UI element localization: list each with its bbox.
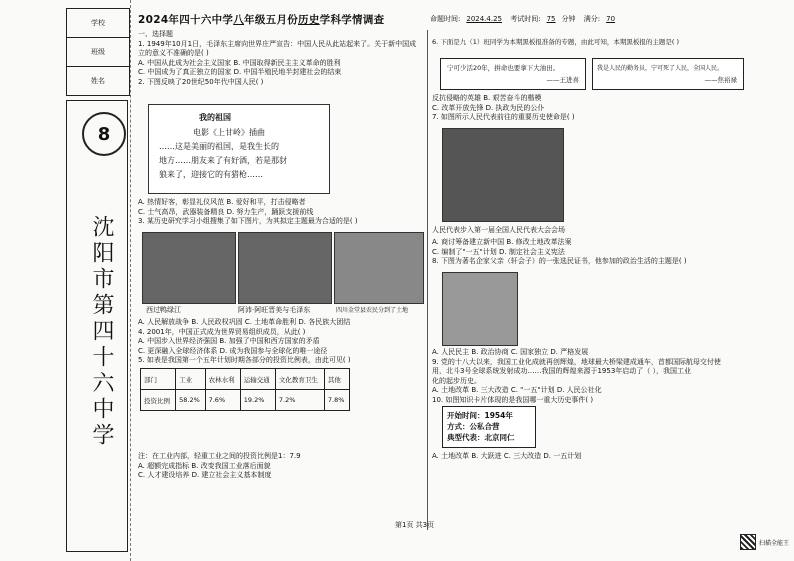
photo-npc-congress: [442, 128, 564, 222]
scanner-watermark: 扫描全能王: [740, 534, 789, 550]
investment-table: 部门 工业 农林水利 运输交通 文化教育卫生 其他 投资比例 58.2% 7.6% 19.2% 7.2% 7.8%: [140, 368, 350, 411]
info-name-label: 姓名: [91, 77, 105, 85]
q2-options: A. 热情好客，彰显礼仪风范 B. 爱好和平，打击侵略者 C. 士气高昂，武器装备精良 D. 努力生产，踊跃支援前线 3. 某历史研究学习小组搜集了如下图片，为其拟定主题最为合适的是( ): [138, 198, 358, 225]
left-questions: 一、选择题 1. 1949年10月1日，毛泽东主席向世界庄严宣告：中国人民从此站起来了。关于新中国成 立的意义不准确的是( ) A. 中国从此成为社会主义国家 B. 中国取得新民主主义革命的胜利 C. 中国成为了真正独立的国家 D. 中国半殖民地半封建社会的结束 2. 下图反映了20世纪50年代中国人民( ): [138, 30, 417, 86]
photo-voter-certificate: [442, 272, 518, 346]
school-name-vertical: 沈阳市第四十六中学: [89, 215, 114, 449]
knowledge-card: 开始时间：1954年 方式：公私合营 典型代表：北京同仁: [442, 406, 536, 448]
q6-options: 反抗侵略的英雄 B. 艰苦奋斗的楷模 C. 改革开放先锋 D. 执政为民的公仆 7. 如图所示人民代表前往的重要历史使命是( ): [432, 94, 575, 121]
binding-line: [130, 0, 131, 561]
exam-meta: 命题时间: 2024.4.25 考试时间: 75 分钟 满分: 70: [430, 15, 616, 23]
q3-q5-text: A. 人民解放战争 B. 人民政权巩固 C. 土地革命胜利 D. 各民族大团结 4. 2001年，中国正式成为世界贸易组织成员，从此( ) A. 中国步入世界经济强国 B. 加强了中国和西方国家的矛盾 C. 更深融入全球经济体系 D. 成为我国参与全球化的唯一途径 5. 如表是我国第一个五年计划时期各部分的投资比例表，由此可见( ): [138, 318, 351, 364]
q3-caption-2: 阿沛·阿旺晋美与毛泽东: [238, 306, 311, 314]
q3-caption-1: 西过鸭绿江: [146, 306, 181, 314]
photo-yalu-river: [142, 232, 236, 304]
q7-options: A. 商讨筹备建立新中国 B. 修改土地改革法案 C. 编制了"一五"计划 D. 制定社会主义宪法 8. 下图为著名企家父亲（轩会子）的一张选民证书，他参加的政治生活的主题是( ): [432, 238, 687, 265]
info-class-label: 班级: [91, 48, 105, 56]
q6-text: 6. 下面是九（1）班同学为本期黑板报准备的专题，由此可知，本期黑板报的主题是( ): [432, 38, 680, 46]
q8-q9-text: A. 人民民主 B. 政治协商 C. 国家独立 D. 严格发展 9. 党的十八大以来，我国工业化成就再创辉煌，地球最大桥梁建成通车，首都国际航母交付使 用，北斗3号全球系统发射成功……我国的辉煌来源于1953年启动了（ ），我国工业 化的起步历史。 A. 土地改革 B. 三大改造 C. "一五"计划 D. 人民公社化 10. 如图知识卡片体现的是我国哪一重大历史事件( ): [432, 348, 721, 404]
qr-code-icon: [740, 534, 756, 550]
column-divider: [427, 30, 428, 530]
quote-card-2: 我是人民的勤务员，宁可死了人民，全国人民。 ——焦裕禄: [592, 58, 744, 90]
photo-ngapoi-mao: [238, 232, 332, 304]
info-school-label: 学校: [91, 19, 105, 27]
quote-card-1: 宁可少活20年，拼命也要拿下大油田。 ——王进喜: [440, 58, 586, 90]
photo-land-reform: [334, 232, 424, 304]
song-lyrics-image: 我的祖国 电影《上甘岭》插曲 ……这是美丽的祖国，是我生长的 地方……朋友来了有好酒，若是那豺 狼来了，迎接它的有猎枪……: [148, 104, 330, 194]
q3-caption-3: 四川金堂县农民分到了土地: [336, 307, 409, 314]
exam-title: 2024年四十六中学八年级五月份历史学科学情调查: [138, 14, 385, 26]
q7-caption: 人民代表步入第一届全国人民代表大会会场: [432, 226, 565, 234]
q5-options: 注：在工业内部，轻重工业之间的投资比例是1：7.9 A. 超额完成指标 B. 改变我国工业落后面貌 C. 人才建设培养 D. 建立社会主义基本制度: [138, 452, 301, 479]
q10-options: A. 土地改革 B. 大跃进 C. 三大改造 D. 一五计划: [432, 452, 582, 460]
student-info-table: [66, 8, 130, 96]
school-seal: 8: [82, 112, 126, 156]
page-footer: 第1页 共3页: [395, 521, 435, 529]
